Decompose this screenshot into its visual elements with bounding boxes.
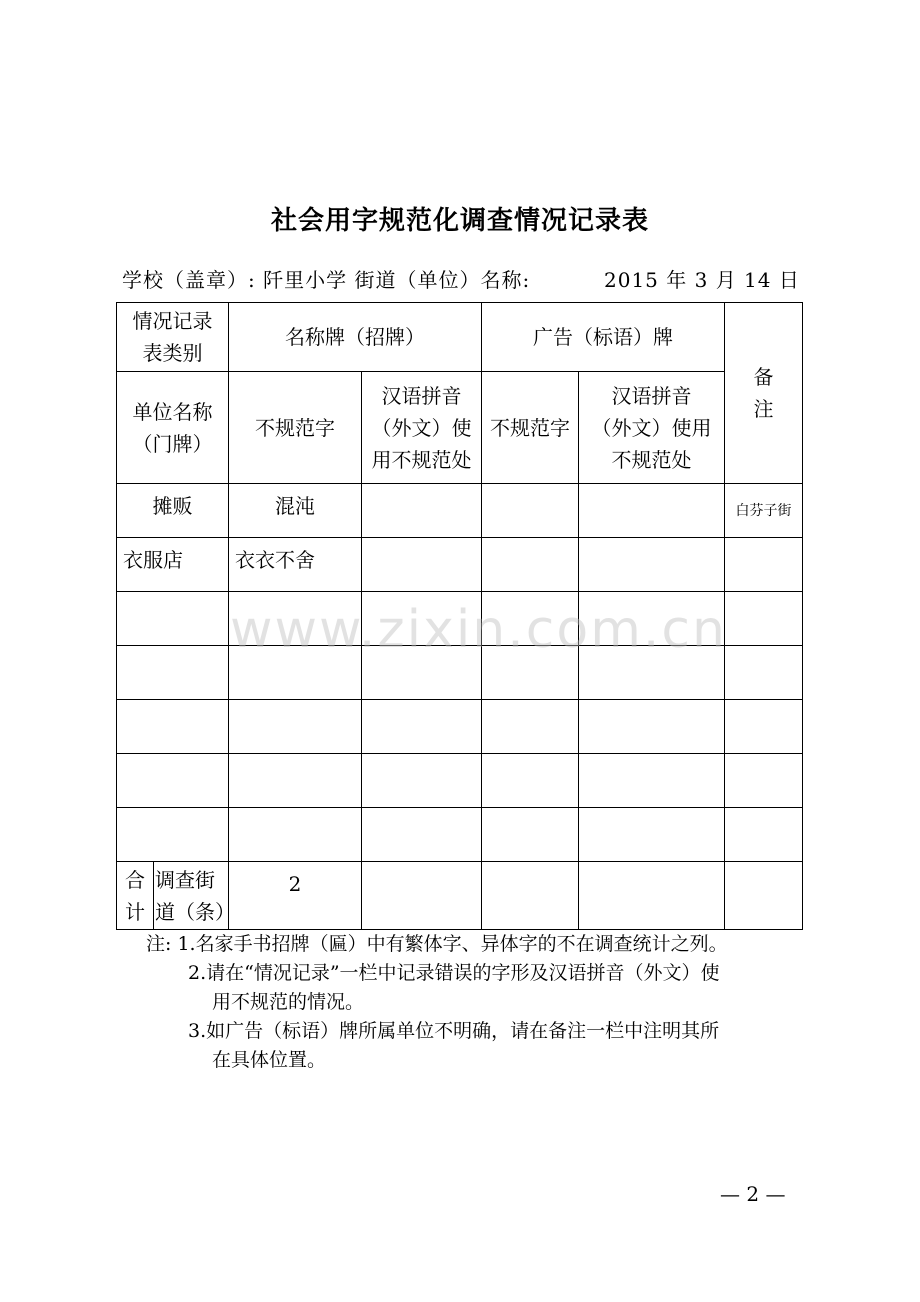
header-remark-line2: 注: [753, 397, 774, 421]
header-ad-pinyin-line2: （外文）使用: [591, 415, 712, 440]
table-row: [117, 538, 803, 592]
cell-sign-pinyin: [362, 484, 482, 538]
note-2-line1: 2.请在“情况记录”一栏中记录错误的字形及汉语拼音（外文）使: [188, 962, 720, 984]
watermark: www.zixin.com.cn: [230, 600, 727, 660]
total-label: [117, 862, 154, 930]
cell-remark: [725, 538, 803, 592]
header-category-line2: 表类别: [142, 341, 203, 365]
header-sign-pinyin-line1: 汉语拼音: [381, 383, 462, 408]
cell-unit: 衣服店: [117, 538, 229, 592]
header-unit-line2: （门牌）: [132, 431, 213, 456]
school-info-line: [122, 264, 800, 293]
note-2-line2: 用不规范的情况。: [212, 991, 365, 1013]
cell-sign-nonstandard: 衣衣不舍: [229, 538, 362, 592]
header-sign-pinyin: [362, 372, 482, 484]
cell-unit: 摊贩: [117, 484, 229, 538]
total-sublabel-line1: 调查街: [155, 867, 215, 892]
note-3-line1: 3.如广告（标语）牌所属单位不明确，请在备注一栏中注明其所: [188, 1020, 720, 1042]
cell-ad-pinyin: [579, 484, 725, 538]
header-category: [117, 303, 229, 372]
cell-sign-nonstandard: 混沌: [229, 484, 362, 538]
cell-ad-pinyin: [579, 538, 725, 592]
survey-date: 2015 年 3 月 14 日: [604, 268, 800, 292]
cell-ad-nonstandard: [482, 538, 579, 592]
header-sign-nonstandard: 不规范字: [229, 372, 362, 484]
total-label-line1: 合: [125, 867, 145, 892]
header-ad-pinyin: [579, 372, 725, 484]
header-ad-pinyin-line3: 不规范处: [611, 447, 692, 472]
cell-remark: 白芬子街: [725, 484, 803, 538]
header-remark-line1: 备: [753, 365, 774, 389]
total-sublabel-line2: 道（条）: [155, 899, 235, 924]
total-label-line2: 计: [125, 899, 145, 924]
total-value: 2: [229, 862, 362, 930]
cell-sign-pinyin: [362, 538, 482, 592]
notes: [146, 930, 796, 1075]
page-number: — 2 —: [720, 1182, 786, 1206]
total-sublabel: [154, 862, 235, 930]
school-and-street-label: 学校（盖章）: 阡里小学 街道（单位）名称:: [122, 268, 531, 292]
header-unit-name: [117, 372, 229, 484]
header-signboard: 名称牌（招牌）: [229, 303, 482, 372]
header-ad-pinyin-line1: 汉语拼音: [611, 383, 692, 408]
document-title: 社会用字规范化调查情况记录表: [270, 206, 649, 236]
cell-ad-nonstandard: [482, 484, 579, 538]
note-1: 注: 1.名家手书招牌（匾）中有繁体字、异体字的不在调查统计之列。: [146, 933, 728, 955]
table-row-empty: [117, 808, 803, 862]
header-sign-pinyin-line3: 用不规范处: [371, 447, 472, 472]
header-ad-nonstandard: 不规范字: [482, 372, 579, 484]
table-row-empty: [117, 700, 803, 754]
table-row: [117, 484, 803, 538]
header-sign-pinyin-line2: （外文）使: [371, 415, 472, 440]
header-unit-line1: 单位名称: [132, 399, 213, 424]
note-3-line2: 在具体位置。: [212, 1049, 327, 1071]
table-row-empty: [117, 754, 803, 808]
header-remark: [725, 303, 803, 484]
header-category-line1: 情况记录: [132, 309, 213, 333]
header-advert: 广告（标语）牌: [482, 303, 725, 372]
total-row: [117, 862, 803, 930]
